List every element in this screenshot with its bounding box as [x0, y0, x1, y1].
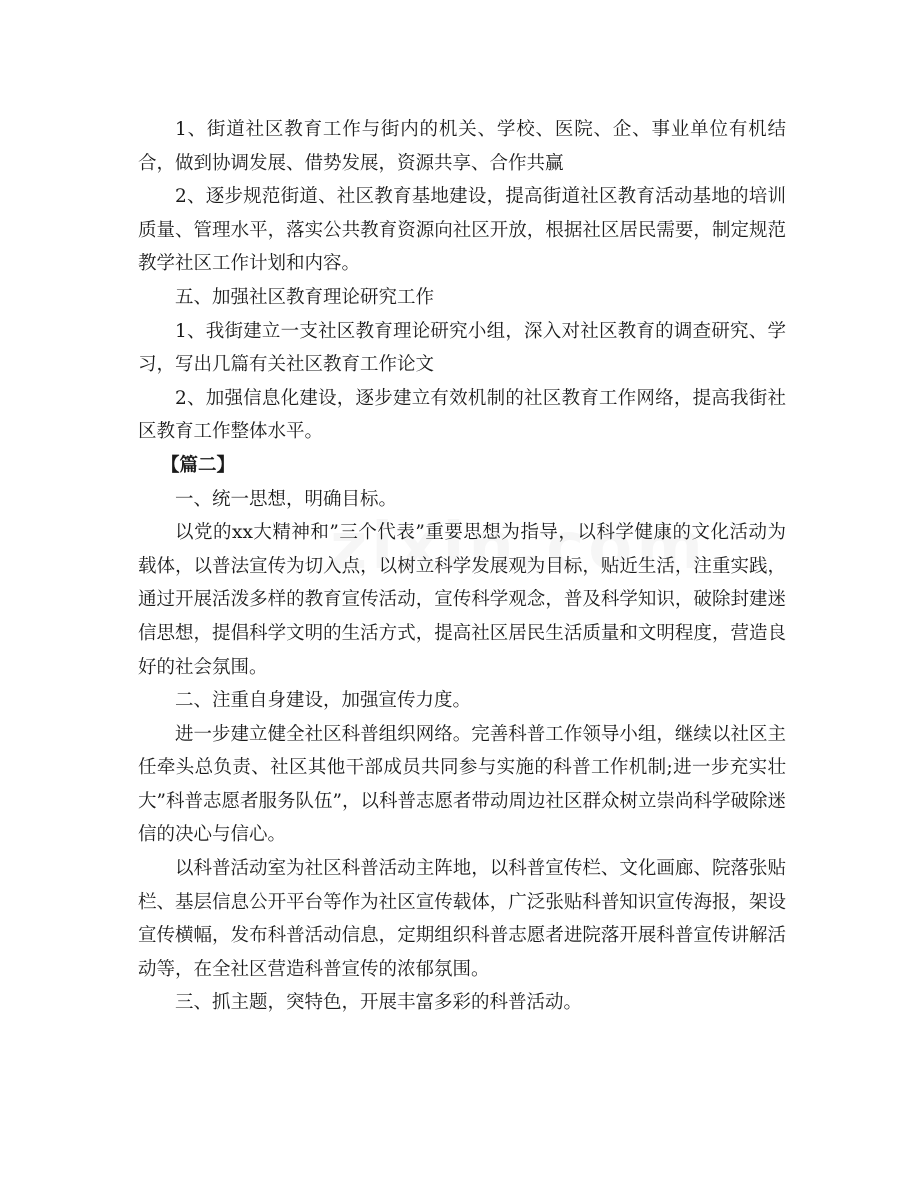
paragraph-3: 1、我街建立一支社区教育理论研究小组，深入对社区教育的调查研究、学习，写出几篇有关社区教育工作论文 — [138, 320, 786, 376]
paragraph-4: 2、加强信息化建设，逐步建立有效机制的社区教育工作网络，提高我街社区教育工作整体水平。 — [138, 387, 786, 443]
paragraph-6: 进一步建立健全社区科普组织网络。完善科普工作领导小组，继续以社区主任牵头总负责、社区其他干部成员共同参与实施的科普工作机制;进一步充实壮大”科普志愿者服务队伍”，以科普志愿者带动周边社区群众树立崇尚科学破除迷信的决心与信心。 — [138, 723, 786, 846]
document-body — [138, 113, 786, 1020]
paragraph-7: 以科普活动室为社区科普活动主阵地，以科普宣传栏、文化画廊、院落张贴栏、基层信息公开平台等作为社区宣传载体，广泛张贴科普知识宣传海报，架设宣传横幅，发布科普活动信息，定期组织科普志愿者进院落开展科普宣传讲解活动等，在全社区营造科普宣传的浓郁氛围。 — [138, 858, 786, 980]
paragraph-5: 以党的xx大精神和”三个代表”重要思想为指导，以科学健康的文化活动为载体，以普法宣传为切入点，以树立科学发展观为目标，贴近生活，注重实践，通过开展活泼多样的教育宣传活动，宣传科学观念，普及科学知识，破除封建迷信思想，提倡科学文明的生活方式，提高社区居民生活质量和文明程度，营造良好的社会氛围。 — [138, 522, 786, 678]
part-two-heading: 【篇二】 — [161, 454, 236, 476]
section-heading-1: 一、统一思想，明确目标。 — [175, 488, 398, 510]
section-heading-5: 五、加强社区教育理论研究工作 — [175, 286, 435, 308]
paragraph-2: 2、逐步规范街道、社区教育基地建设，提高街道社区教育活动基地的培训质量、管理水平，落实公共教育资源向社区开放，根据社区居民需要，制定规范教学社区工作计划和内容。 — [138, 186, 786, 275]
paragraph-1: 1、街道社区教育工作与街内的机关、学校、医院、企、事业单位有机结合，做到协调发展、借势发展，资源共享、合作共赢 — [138, 119, 786, 174]
section-heading-3: 三、抓主题，突特色，开展丰富多彩的科普活动。 — [175, 992, 583, 1014]
section-heading-2: 二、注重自身建设，加强宣传力度。 — [175, 690, 472, 712]
